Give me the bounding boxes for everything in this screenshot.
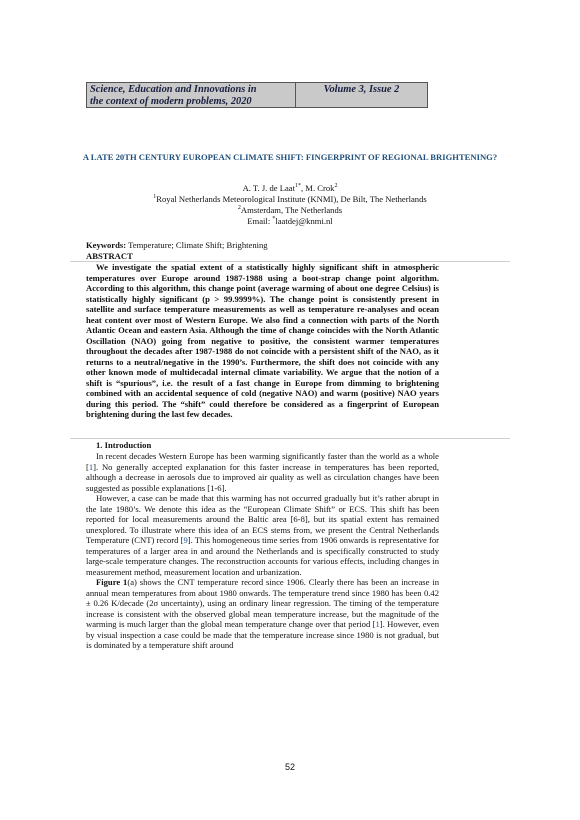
journal-name-line1: Science, Education and Innovations in — [90, 84, 257, 95]
keywords — [86, 240, 268, 250]
author-sep: , M. Crok — [301, 183, 335, 193]
paragraph-1 — [86, 451, 439, 493]
journal-name — [87, 83, 296, 107]
body-text — [86, 451, 439, 651]
abstract-bottom-rule — [70, 438, 510, 439]
email-mark: * — [272, 216, 276, 223]
affiliation-1-mark: 1 — [153, 194, 157, 201]
page-number: 52 — [284, 762, 295, 772]
author-1: A. T. J. de Laat — [242, 183, 295, 193]
keywords-label: Keywords: — [86, 240, 127, 250]
paragraph-3 — [86, 577, 439, 651]
p1-text-a: In recent decades Western Europe has been warming significantly faster than the world as a whole [ — [86, 451, 439, 472]
paragraph-2 — [86, 493, 439, 577]
journal-name-line2: the context of modern problems, 2020 — [90, 95, 252, 107]
affiliation-1-text: Royal Netherlands Meteorological Institute (KNMI), De Bilt, The Netherlands — [156, 194, 427, 204]
abstract-heading: ABSTRACT — [86, 251, 133, 261]
p3-text-a: (a) shows the CNT temperature record since 1906. Clearly there has been an increase in annual mean temperatures from about 1980 onwards. The temperature trend since 1980 has been 0.42 ± 0.26 K/decade (2σ uncertainty), using an ordinary linear regression. The timing of the temperature increase is consistent with the observed global mean temperature increase, but the magnitude of the warming is much larger than the global mean temperature change over that period [ — [86, 577, 439, 629]
p3-text-b: ]. However, even by visual inspection a case could be made that the temperature increase since 1980 is not gradual, but is dominated by a temperature shift around — [86, 619, 439, 650]
email-line — [70, 216, 510, 227]
reference-link[interactable]: 9 — [183, 535, 188, 545]
reference-link[interactable]: 1 — [88, 461, 94, 472]
volume-issue: Volume 3, Issue 2 — [323, 84, 400, 95]
p1-text-b: ]. No generally accepted explanation for this faster increase in temperatures has been reported, although a decrease in aerosols due to improved air quality as well as circulation changes have been suggested as possible explanations [1-6]. — [86, 461, 439, 493]
affiliation-1 — [70, 194, 510, 205]
section-heading: 1. Introduction — [96, 440, 152, 450]
author-2-mark: 2 — [334, 183, 338, 190]
figure-ref: Figure 1 — [96, 577, 128, 587]
p2-text-b: ]. This homogeneous time series from 1906 onwards is representative for temperatures of a larger area in and around the Netherlands and is specifically constructed to study large-scale temperature changes. The reconstruction accounts for various effects, including changes in measurement method, measurement location and urbanization. — [86, 535, 439, 577]
affiliation-2-text: Amsterdam, The Netherlands — [240, 205, 343, 215]
author-1-mark: 1* — [295, 183, 301, 190]
keywords-text: Temperature; Climate Shift; Brightening — [126, 240, 268, 250]
email-label: Email: — [247, 216, 273, 226]
p2-text-a: However, a case can be made that this warming has not occurred gradually but it’s rather abrupt in the late 1980’s. We denote this idea as the “European Climate Shift” or ECS. This shift has been reported for local measurements around the Baltic area [6-8], but its spatial extent has remained unexplored. To illustrate where this idea of an ECS stems from, we present the Central Netherlands Temperature (CNT) record [ — [86, 493, 439, 545]
affiliation-2 — [70, 205, 510, 216]
abstract-text: We investigate the spatial extent of a statistically highly significant shift in atmospheric temperatures over Europe around 1987-1988 using a boot-strap change point algorithm. According to this algorithm, this change point (average warming of about one degree Celsius) is statistically highly significant (p > 99.9999%). The change point is consistently present in satellite and surface temperature measurements as well as temperature re-analyses and ocean heat content over most of Western Europe. We also find a connection with parts of the North Atlantic Ocean and eastern Asia. Although the time of change coincides with the North Atlantic Oscillation (NAO) going from negative to positive, the consistent warmer temperatures throughout the decades after 1987-1988 do not coincide with a persistent shift of the NAO, as it returns to a neutral/negative in the 1990’s. Furthermore, the shift does not coincide with any other known mode of multidecadal internal climate variability. We argue that the notion of a shift is “spurious”, i.e. the result of a fast change in Europe from dimming to brightening combined with an accidental sequence of cold (negative NAO) and warm (positive) NAO years during this period. The “shift” could therefore be considered as a fingerprint of European brightening during the last few decades. — [86, 262, 439, 419]
email-address[interactable]: laatdej@knmi.nl — [275, 216, 333, 226]
reference-link[interactable]: 1 — [375, 619, 380, 629]
paper-title: A LATE 20TH CENTURY EUROPEAN CLIMATE SHIFT: FINGERPRINT OF REGIONAL BRIGHTENING? — [82, 152, 498, 162]
affiliation-2-mark: 2 — [237, 205, 241, 212]
authors — [70, 183, 510, 194]
journal-header-box — [86, 82, 428, 108]
